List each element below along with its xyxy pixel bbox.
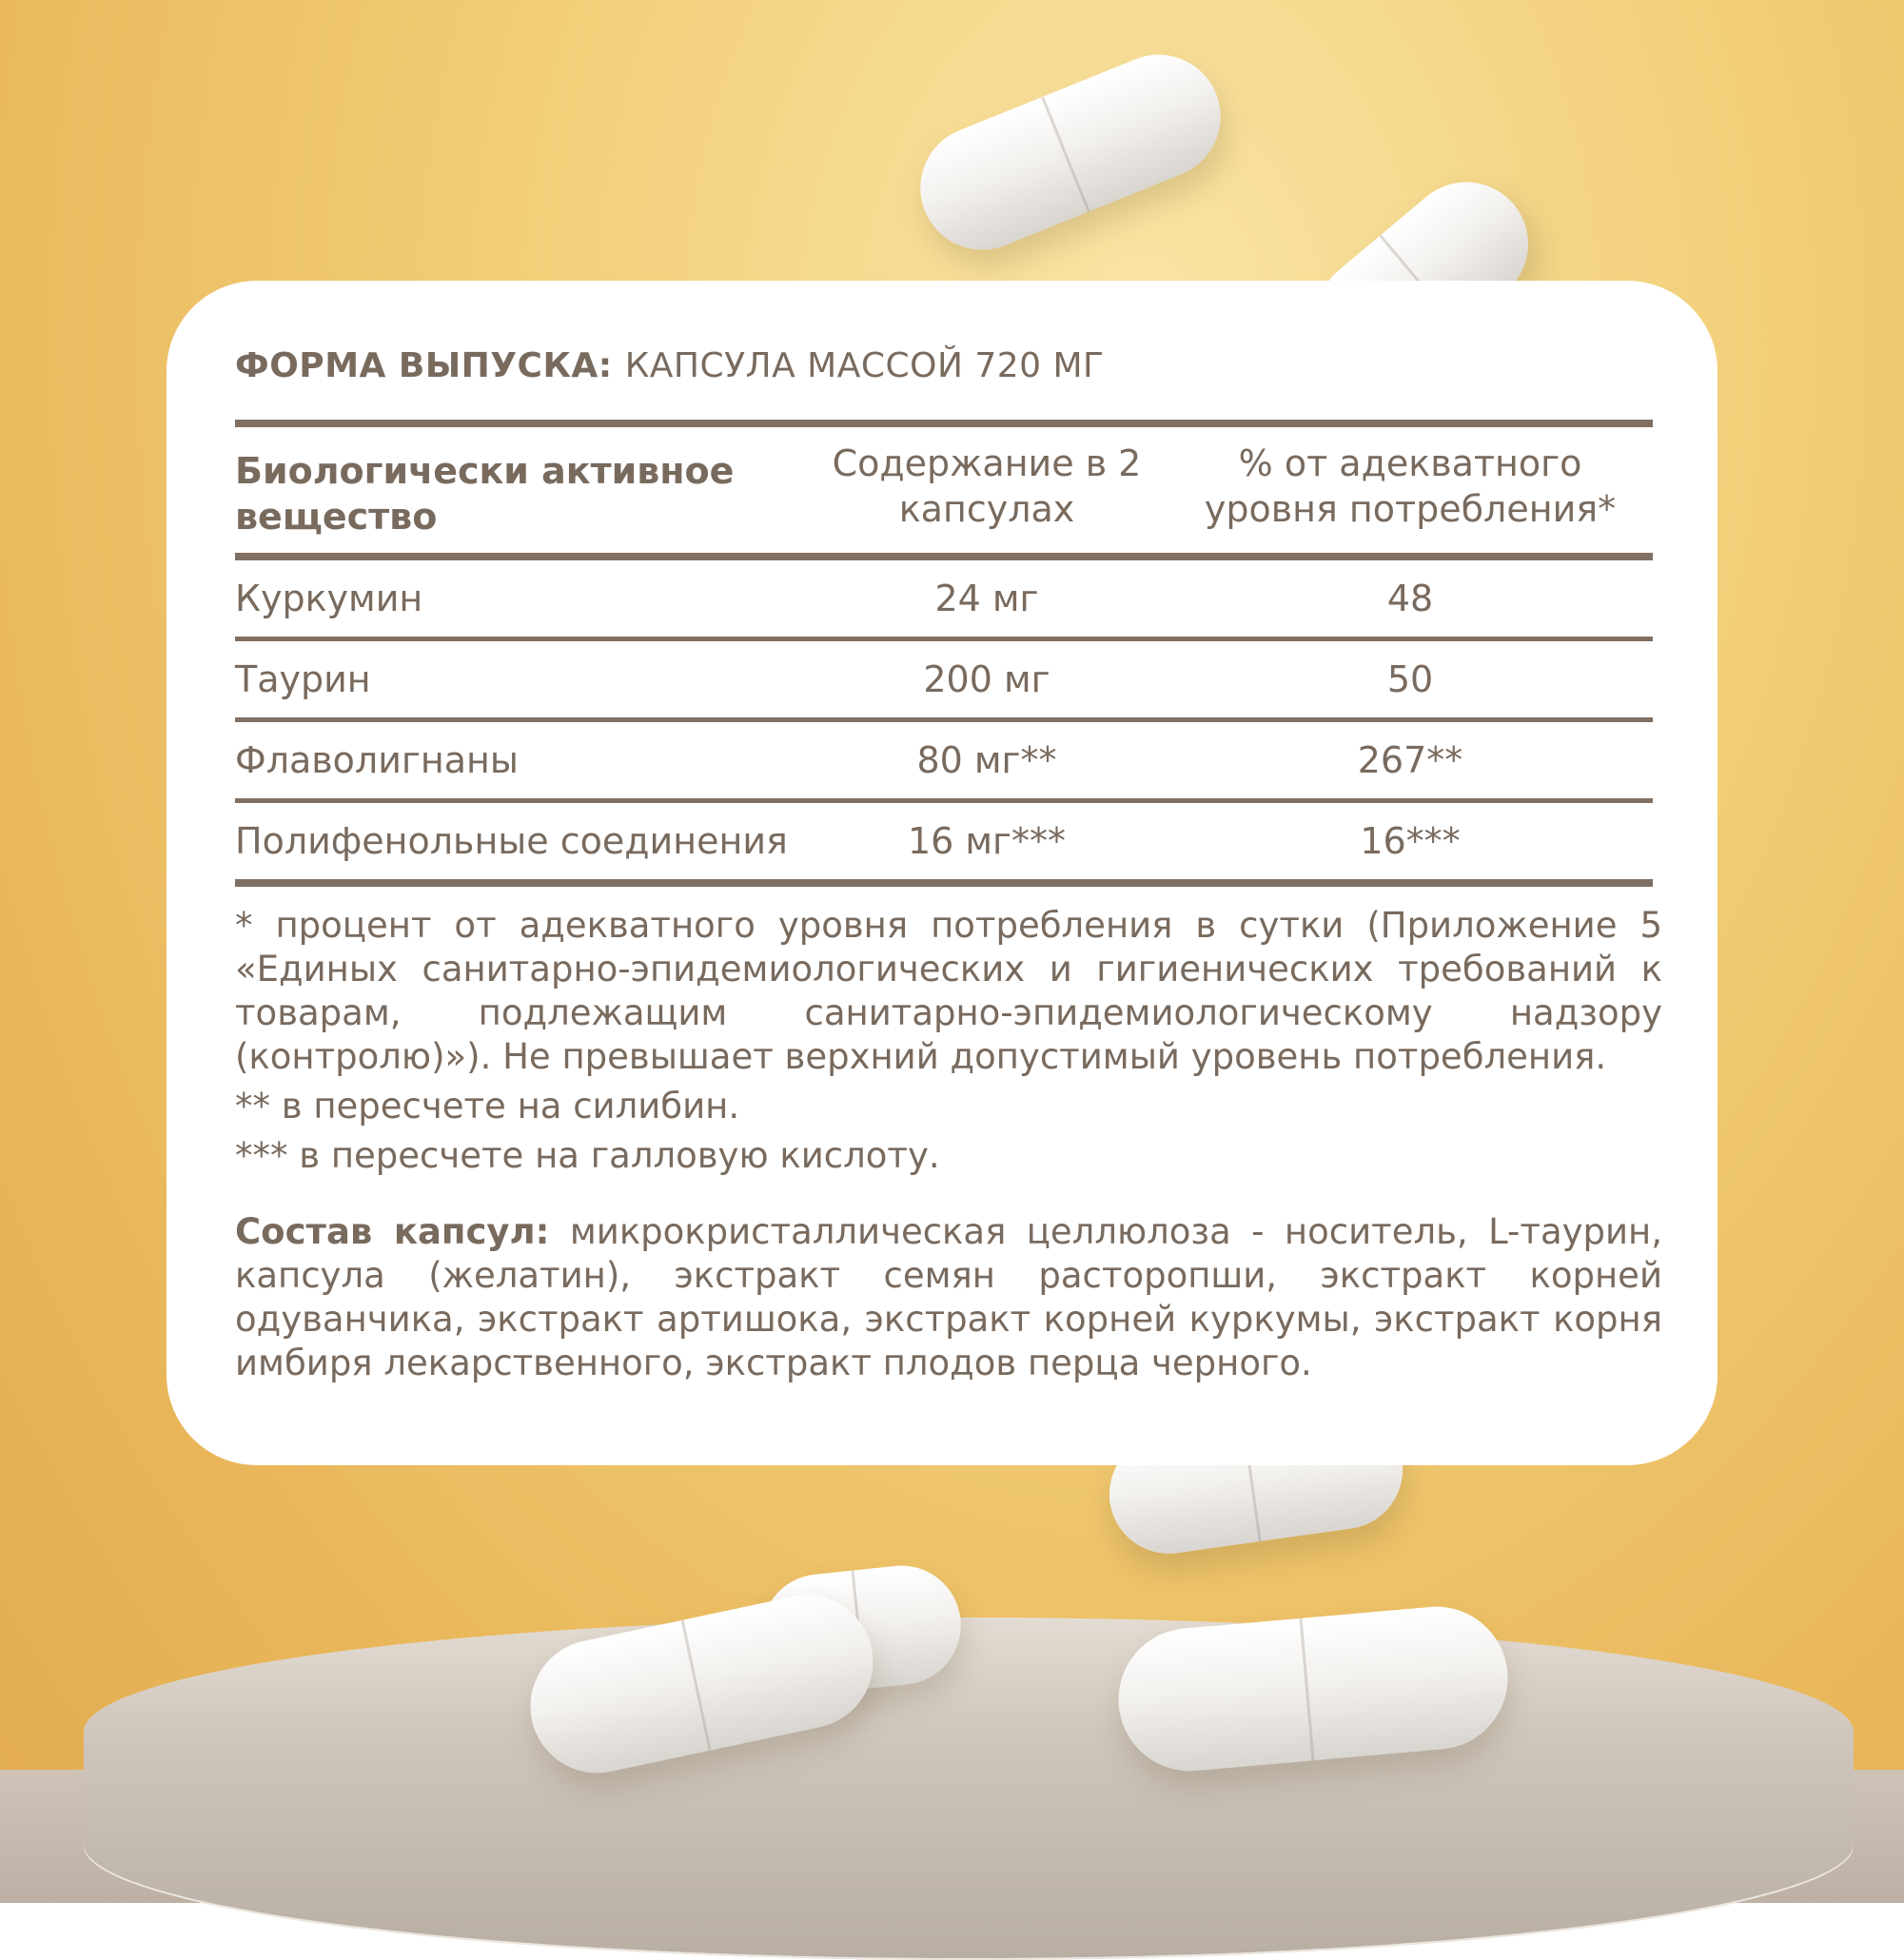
table-row: [235, 720, 1653, 801]
nutrition-table: [235, 420, 1653, 887]
row-name: Полифенольные соединения: [235, 820, 788, 862]
row-amount: 80 мг**: [916, 739, 1057, 781]
row-amount: 16 мг***: [907, 820, 1067, 862]
row-name: Флаволигнаны: [235, 739, 519, 781]
row-name: Куркумин: [235, 578, 423, 619]
info-card: [167, 281, 1718, 1465]
row-percent: 50: [1386, 658, 1434, 700]
footnote-three: *** в пересчете на галловую кислоту.: [235, 1135, 940, 1176]
row-name: Таурин: [235, 658, 371, 700]
header-content: Содержание в 2 капсулах: [832, 442, 1142, 530]
table-row: [235, 801, 1653, 884]
composition-body: микрокристаллическая целлюлоза - носитель, L-таурин, капсула (желатин), экстракт семян расторопши, экстракт корней одуванчика, экстракт артишока, экстракт корней куркумы, экстракт корня имбиря лекарственного, экстракт плодов перца черного.: [235, 1211, 1662, 1383]
footnote-two: ** в пересчете на силибин.: [235, 1086, 740, 1127]
row-percent: 267**: [1357, 739, 1463, 781]
row-percent: 16***: [1360, 820, 1461, 862]
release-form-title: [235, 347, 1651, 385]
release-form-label: ФОРМА ВЫПУСКА:: [235, 346, 613, 385]
release-form-value: КАПСУЛА МАССОЙ 720 МГ: [624, 346, 1105, 385]
footnote-one: * процент от адекватного уровня потребления в сутки (Приложение 5 «Единых санитарно-эпидемиологических и гигиенических требований к товарам, подлежащим санитарно-эпидемиологическому надзору (контролю)»). Не превышает верхний допустимый уровень потребления.: [235, 905, 1662, 1077]
table-row: [235, 639, 1653, 720]
table-header-row: [235, 423, 1653, 557]
header-percent: % от адекватного уровня потребления*: [1204, 442, 1617, 530]
table-row: [235, 557, 1653, 639]
footnotes: [235, 904, 1662, 1178]
row-amount: 24 мг: [934, 578, 1039, 619]
composition-text: [235, 1210, 1662, 1385]
row-amount: 200 мг: [923, 658, 1050, 700]
pedestal: [84, 1617, 1854, 1960]
row-percent: 48: [1386, 578, 1434, 619]
header-substance: Биологически активное вещество: [235, 450, 735, 538]
composition-label: Состав капсул:: [235, 1211, 550, 1252]
